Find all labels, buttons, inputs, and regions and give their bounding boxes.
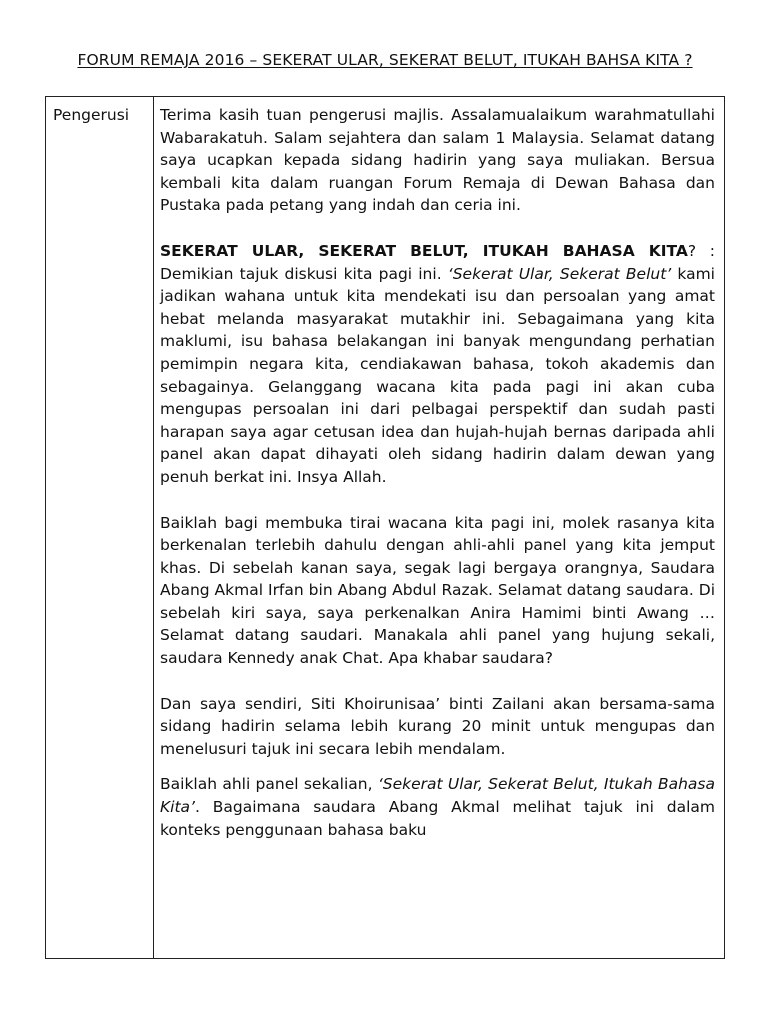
speech-content: [160, 104, 715, 864]
paragraph-opening: Terima kasih tuan pengerusi majlis. Assalamualaikum warahmatullahi Wabarakatuh. Salam sejahtera dan salam 1 Malaysia. Selamat datang saya ucapkan kepada sidang hadirin yang saya muliakan. Bersua kembali kita dalam ruangan Forum Remaja di Dewan Bahasa dan Pustaka pada petang yang indah dan ceria ini.: [160, 106, 715, 215]
question-title-italic: ‘Sekerat Ular, Sekerat Belut, Itukah Bahasa Kita’: [160, 775, 715, 817]
question-text-a: Baiklah ahli panel sekalian,: [160, 775, 378, 794]
document-title: FORUM REMAJA 2016 – SEKERAT ULAR, SEKERAT BELUT, ITUKAH BAHSA KITA ?: [77, 51, 693, 69]
topic-title-italic: ‘Sekerat Ular, Sekerat Belut’: [447, 264, 672, 283]
paragraph-panel-intro: Baiklah bagi membuka tirai wacana kita pagi ini, molek rasanya kita berkenalan terlebih dahulu dengan ahli-ahli panel yang kita jemput khas. Di sebelah kanan saya, segak lagi bergaya orangnya, Saudara Abang Akmal Irfan bin Abang Abdul Razak. Selamat datang saudara. Di sebelah kiri saya, saya perkenalkan Anira Hamimi binti Awang …Selamat datang saudari. Manakala ahli panel yang hujung sekali, saudara Kennedy anak Chat. Apa khabar saudara?: [160, 513, 715, 668]
question-text-b: . Bagaimana saudara Abang Akmal melihat tajuk ini dalam konteks penggunaan bahasa baku: [160, 798, 715, 839]
paragraph-question: [160, 773, 715, 841]
paragraph-topic: [160, 240, 715, 489]
topic-title-bold: SEKERAT ULAR, SEKERAT BELUT, ITUKAH BAHASA KITA: [160, 241, 688, 260]
column-divider: [153, 97, 154, 958]
topic-text-b: kami jadikan wahana untuk kita mendekati isu dan persoalan yang amat hebat melanda masyarakat mutakhir ini. Sebagaimana yang kita maklumi, isu bahasa belakangan ini banyak mengundang perhatian pemimpin negara kita, cendiakawan bahasa, tokoh akademis dan sebagainya. Gelanggang wacana kita pada pagi ini akan cuba mengupas persoalan ini dari pelbagai perspektif dan sudah pasti harapan saya agar cetusan idea dan hujah-hujah bernas daripada ahli panel akan dapat dihayati oleh sidang hadirin dalam dewan yang penuh berkat ini. Insya Allah.: [160, 264, 715, 486]
speaker-label: Pengerusi: [53, 106, 130, 124]
paragraph-moderator-intro: Dan saya sendiri, Siti Khoirunisaa’ binti Zailani akan bersama-sama sidang hadirin selama lebih kurang 20 minit untuk mengupas dan menelusuri tajuk ini secara lebih mendalam.: [160, 694, 715, 758]
forum-script-table: [45, 96, 725, 959]
topic-text-a: ? : Demikian tajuk diskusi kita pagi ini.: [160, 241, 715, 283]
